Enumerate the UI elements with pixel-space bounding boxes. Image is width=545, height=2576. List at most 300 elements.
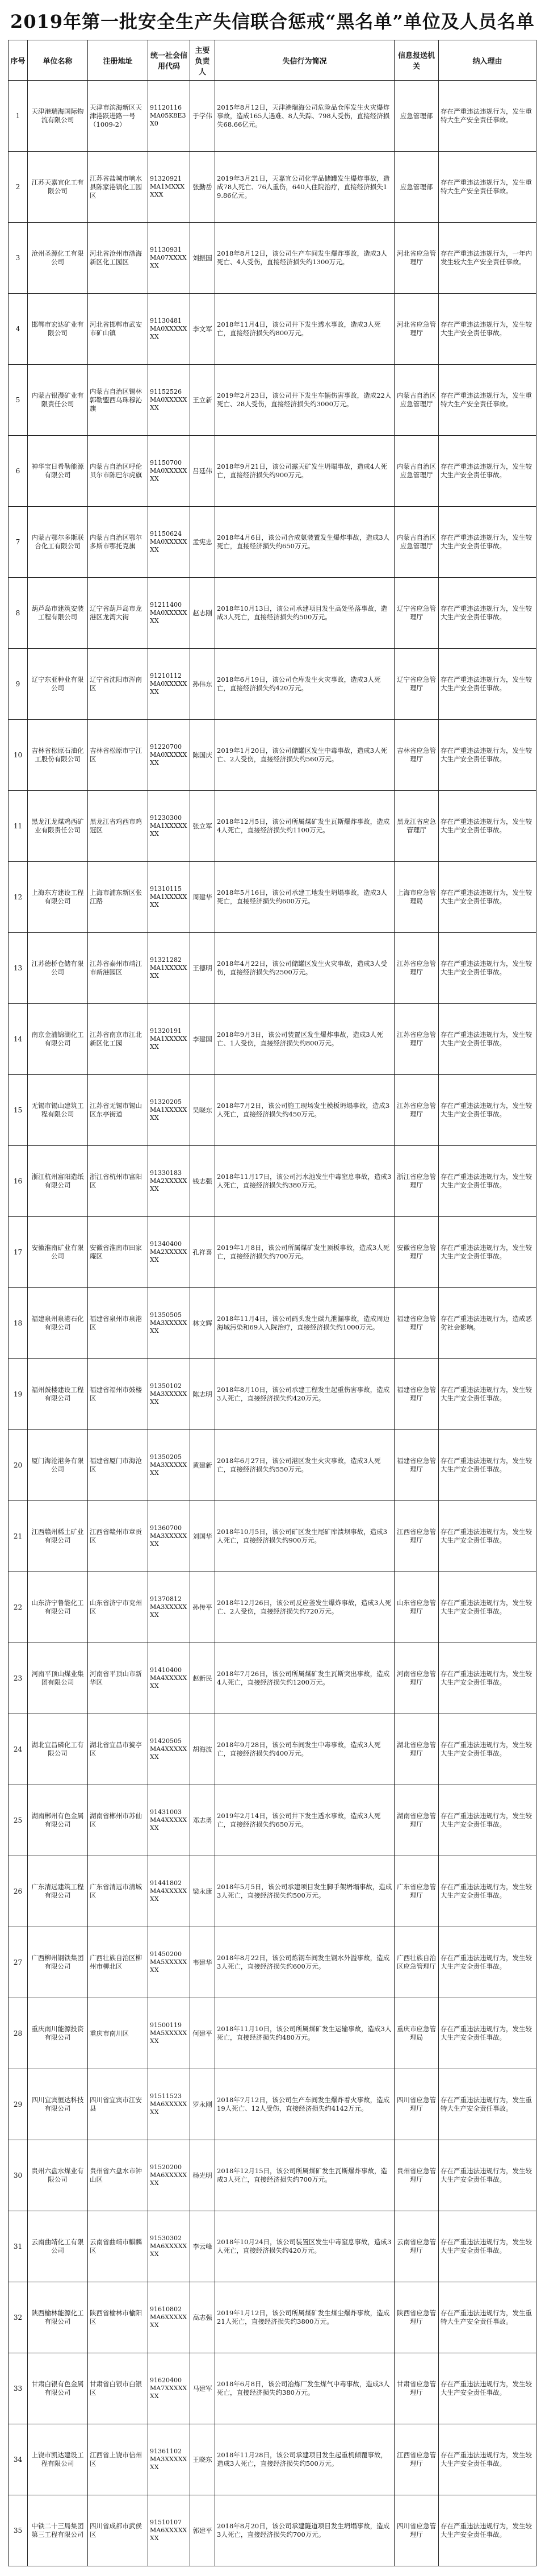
row-number-cell: 28 <box>9 1998 28 2069</box>
violation-summary-cell: 2019年2月23日，该公司井下发生车辆伤害事故，造成22人死亡、28人受伤，直接经济损失约3000万元。 <box>215 365 395 436</box>
row-number-cell: 16 <box>9 1146 28 1217</box>
registered-address-cell: 黑龙江省鸡西市鸡冠区 <box>88 791 148 862</box>
registered-address-cell: 福建省泉州市泉港区 <box>88 1288 148 1359</box>
row-number-cell: 15 <box>9 1075 28 1146</box>
unit-name-cell: 陕西榆林能源化工有限公司 <box>28 2282 88 2353</box>
unit-name-cell: 上海东方建设工程有限公司 <box>28 862 88 933</box>
violation-summary-cell: 2018年9月21日，该公司露天矿发生坍塌事故，造成4人死亡，直接经济损失约900万元。 <box>215 436 395 507</box>
registered-address-cell: 辽宁省沈阳市浑南区 <box>88 649 148 720</box>
principal-person-cell: 王晓东 <box>190 2424 215 2495</box>
row-number-cell: 17 <box>9 1217 28 1288</box>
violation-summary-cell: 2018年10月5日，该公司矿区发生尾矿库溃坝事故，造成3人死亡，直接经济损失约900万元。 <box>215 1501 395 1572</box>
row-number-cell: 33 <box>9 2353 28 2424</box>
table-row <box>9 1146 536 1217</box>
reporting-agency-cell: 江苏省应急管理厅 <box>395 933 439 1004</box>
principal-person-cell: 孔祥喜 <box>190 1217 215 1288</box>
row-number-cell: 13 <box>9 933 28 1004</box>
principal-person-cell: 孟宪忠 <box>190 507 215 578</box>
registered-address-cell: 广东省清远市清城区 <box>88 1856 148 1927</box>
row-number-cell: 7 <box>9 507 28 578</box>
unit-name-cell: 四川宜宾恒达科技有限公司 <box>28 2069 88 2140</box>
registered-address-cell: 天津市滨海新区天津港跃进路一号（1009-2） <box>88 81 148 152</box>
violation-summary-cell: 2018年12月26日，该公司反应釜发生爆炸事故，造成3人死亡、2人受伤，直接经济损失约720万元。 <box>215 1572 395 1643</box>
listing-reason-cell: 存在严重违法违规行为，发生较大生产安全责任事故。 <box>439 1856 536 1927</box>
violation-summary-cell: 2018年11月4日，该公司井下发生透水事故，造成3人死亡，直接经济损失约800万元。 <box>215 294 395 365</box>
principal-person-cell: 郭建平 <box>190 2495 215 2566</box>
row-number-cell: 25 <box>9 1785 28 1856</box>
credit-code-cell: 91220700MA0XXXXXXX <box>148 720 190 791</box>
reporting-agency-cell: 江苏省应急管理厅 <box>395 1004 439 1075</box>
principal-person-cell: 张立军 <box>190 791 215 862</box>
table-row <box>9 1785 536 1856</box>
registered-address-cell: 湖南省郴州市苏仙区 <box>88 1785 148 1856</box>
unit-name-cell: 河南平顶山煤业集团有限公司 <box>28 1643 88 1714</box>
unit-name-cell: 内蒙古银漫矿业有限责任公司 <box>28 365 88 436</box>
header-cell: 注册地址 <box>88 40 148 81</box>
reporting-agency-cell: 福建省应急管理厅 <box>395 1359 439 1430</box>
unit-name-cell: 江西赣州稀土矿业有限公司 <box>28 1501 88 1572</box>
reporting-agency-cell: 广西壮族自治区应急管理厅 <box>395 1927 439 1998</box>
row-number-cell: 27 <box>9 1927 28 1998</box>
row-number-cell: 9 <box>9 649 28 720</box>
principal-person-cell: 孙伟东 <box>190 649 215 720</box>
listing-reason-cell: 存在严重违法违规行为，发生较大生产安全责任事故。 <box>439 720 536 791</box>
violation-summary-cell: 2018年5月5日，该公司承建项目发生脚手架坍塌事故，造成3人死亡，直接经济损失约500万元。 <box>215 1856 395 1927</box>
table-row <box>9 2211 536 2282</box>
listing-reason-cell: 存在严重违法违规行为，发生重特大生产安全责任事故。 <box>439 81 536 152</box>
reporting-agency-cell: 福建省应急管理厅 <box>395 1288 439 1359</box>
violation-summary-cell: 2019年3月21日，天嘉宜公司化学品储罐发生爆炸事故，造成78人死亡、76人重伤，640人住院治疗，直接经济损失19.86亿元。 <box>215 152 395 223</box>
table-row <box>9 933 536 1004</box>
principal-person-cell: 于学伟 <box>190 81 215 152</box>
listing-reason-cell: 存在严重违法违规行为，发生较大生产安全责任事故。 <box>439 1643 536 1714</box>
unit-name-cell: 湖北宜昌磷化工有限公司 <box>28 1714 88 1785</box>
principal-person-cell: 高志强 <box>190 2282 215 2353</box>
principal-person-cell: 王德明 <box>190 933 215 1004</box>
principal-person-cell: 胡海波 <box>190 1714 215 1785</box>
violation-summary-cell: 2018年9月28日，该公司车间发生中毒事故，造成3人死亡，直接经济损失约400万元。 <box>215 1714 395 1785</box>
reporting-agency-cell: 贵州省应急管理厅 <box>395 2140 439 2211</box>
listing-reason-cell: 存在严重违法违规行为，发生较大生产安全责任事故。 <box>439 2353 536 2424</box>
credit-code-cell: 91340400MA2XXXXXXX <box>148 1217 190 1288</box>
credit-code-cell: 91520200MA6XXXXXXX <box>148 2140 190 2211</box>
principal-person-cell: 赵志刚 <box>190 578 215 649</box>
registered-address-cell: 江西省上饶市信州区 <box>88 2424 148 2495</box>
reporting-agency-cell: 重庆市应急管理局 <box>395 1998 439 2069</box>
credit-code-cell: 91450200MA5XXXXXXX <box>148 1927 190 1998</box>
reporting-agency-cell: 江西省应急管理厅 <box>395 2424 439 2495</box>
credit-code-cell: 91360700MA3XXXXXXX <box>148 1501 190 1572</box>
unit-name-cell: 甘肃白银有色金属有限公司 <box>28 2353 88 2424</box>
unit-name-cell: 邯郸市宏达矿业有限公司 <box>28 294 88 365</box>
registered-address-cell: 河北省邯郸市武安市矿山镇 <box>88 294 148 365</box>
row-number-cell: 11 <box>9 791 28 862</box>
credit-code-cell: 91130931MA07XXXXXX <box>148 223 190 294</box>
violation-summary-cell: 2018年11月10日，该公司所属煤矿发生运输事故，造成3人死亡，直接经济损失约480万元。 <box>215 1998 395 2069</box>
credit-code-cell: 91211400MA0XXXXXXX <box>148 578 190 649</box>
table-row <box>9 1714 536 1785</box>
listing-reason-cell: 存在严重违法违规行为，发生较大生产安全责任事故。 <box>439 578 536 649</box>
unit-name-cell: 厦门海沧港务有限公司 <box>28 1430 88 1501</box>
listing-reason-cell: 存在严重违法违规行为，发生较大生产安全责任事故。 <box>439 1572 536 1643</box>
registered-address-cell: 江苏省无锡市锡山区东亭街道 <box>88 1075 148 1146</box>
violation-summary-cell: 2018年6月19日，该公司仓库发生火灾事故，造成3人死亡，直接经济损失约420万元。 <box>215 649 395 720</box>
listing-reason-cell: 存在严重违法违规行为，发生较大生产安全责任事故。 <box>439 1217 536 1288</box>
principal-person-cell: 邓志勇 <box>190 1785 215 1856</box>
unit-name-cell: 辽宁东亚种业有限公司 <box>28 649 88 720</box>
principal-person-cell: 王立新 <box>190 365 215 436</box>
listing-reason-cell: 存在严重违法违规行为，一年内发生较大生产安全责任事故。 <box>439 223 536 294</box>
listing-reason-cell: 存在严重违法违规行为，发生较大生产安全责任事故。 <box>439 1146 536 1217</box>
unit-name-cell: 吉林省松原石油化工股份有限公司 <box>28 720 88 791</box>
row-number-cell: 5 <box>9 365 28 436</box>
registered-address-cell: 内蒙古自治区鄂尔多斯市鄂托克旗 <box>88 507 148 578</box>
violation-summary-cell: 2018年10月24日，该公司装置区发生中毒窒息事故，造成3人死亡，直接经济损失约420万元。 <box>215 2211 395 2282</box>
listing-reason-cell: 存在严重违法违规行为，发生较大生产安全责任事故。 <box>439 933 536 1004</box>
violation-summary-cell: 2018年7月2日，该公司施工现场发生模板坍塌事故，造成3人死亡，直接经济损失约450万元。 <box>215 1075 395 1146</box>
credit-code-cell: 91150624MA0XXXXXXX <box>148 507 190 578</box>
table-row <box>9 365 536 436</box>
table-row <box>9 1572 536 1643</box>
reporting-agency-cell: 内蒙古自治区应急管理厅 <box>395 365 439 436</box>
reporting-agency-cell: 云南省应急管理厅 <box>395 2211 439 2282</box>
violation-summary-cell: 2018年8月10日，该公司承建工程发生起重伤害事故，造成3人死亡，直接经济损失约420万元。 <box>215 1359 395 1430</box>
table-row <box>9 1856 536 1927</box>
credit-code-cell: 91441802MA4XXXXXXX <box>148 1856 190 1927</box>
table-row <box>9 152 536 223</box>
table-row <box>9 1075 536 1146</box>
row-number-cell: 4 <box>9 294 28 365</box>
table-row <box>9 223 536 294</box>
unit-name-cell: 沧州圣源化工有限公司 <box>28 223 88 294</box>
unit-name-cell: 内蒙古鄂尔多斯联合化工有限公司 <box>28 507 88 578</box>
listing-reason-cell: 存在严重违法违规行为，发生较大生产安全责任事故。 <box>439 2211 536 2282</box>
principal-person-cell: 杨光明 <box>190 2140 215 2211</box>
table-row <box>9 1927 536 1998</box>
principal-person-cell: 梁永康 <box>190 1856 215 1927</box>
principal-person-cell: 刘振国 <box>190 223 215 294</box>
violation-summary-cell: 2018年6月8日，该公司冶炼厂发生煤气中毒事故，造成3人死亡，直接经济损失约380万元。 <box>215 2353 395 2424</box>
violation-summary-cell: 2019年1月8日，该公司所属煤矿发生顶板事故，造成3人死亡，直接经济损失约700万元。 <box>215 1217 395 1288</box>
unit-name-cell: 神华宝日希勒能源有限公司 <box>28 436 88 507</box>
listing-reason-cell: 存在严重违法违规行为，发生较大生产安全责任事故。 <box>439 1359 536 1430</box>
table-row <box>9 862 536 933</box>
reporting-agency-cell: 河南省应急管理厅 <box>395 1643 439 1714</box>
credit-code-cell: 91120116MA05K8E3X0 <box>148 81 190 152</box>
header-cell: 统一社会信用代码 <box>148 40 190 81</box>
registered-address-cell: 上海市浦东新区张江路 <box>88 862 148 933</box>
row-number-cell: 35 <box>9 2495 28 2566</box>
table-row <box>9 2495 536 2566</box>
table-body <box>9 81 536 2566</box>
unit-name-cell: 葫芦岛市建筑安装工程有限公司 <box>28 578 88 649</box>
violation-summary-cell: 2018年5月16日，该公司承建工地发生坍塌事故，造成3人死亡，直接经济损失约600万元。 <box>215 862 395 933</box>
credit-code-cell: 91420505MA4XXXXXXX <box>148 1714 190 1785</box>
principal-person-cell: 黄建新 <box>190 1430 215 1501</box>
unit-name-cell: 天津港瑞海国际物流有限公司 <box>28 81 88 152</box>
credit-code-cell: 91610802MA6XXXXXXX <box>148 2282 190 2353</box>
reporting-agency-cell: 应急管理部 <box>395 81 439 152</box>
unit-name-cell: 湖南郴州有色金属有限公司 <box>28 1785 88 1856</box>
table-row <box>9 436 536 507</box>
principal-person-cell: 陈志明 <box>190 1359 215 1430</box>
principal-person-cell: 刘国华 <box>190 1501 215 1572</box>
reporting-agency-cell: 河北省应急管理厅 <box>395 223 439 294</box>
unit-name-cell: 福建泉州泉港石化有限公司 <box>28 1288 88 1359</box>
reporting-agency-cell: 内蒙古自治区应急管理厅 <box>395 436 439 507</box>
table-row <box>9 81 536 152</box>
principal-person-cell: 孙传平 <box>190 1572 215 1643</box>
registered-address-cell: 河南省平顶山市新华区 <box>88 1643 148 1714</box>
unit-name-cell: 广西柳州钢铁集团有限公司 <box>28 1927 88 1998</box>
credit-code-cell: 91431003MA4XXXXXXX <box>148 1785 190 1856</box>
row-number-cell: 31 <box>9 2211 28 2282</box>
listing-reason-cell: 存在严重违法违规行为，发生较大生产安全责任事故。 <box>439 1004 536 1075</box>
row-number-cell: 10 <box>9 720 28 791</box>
violation-summary-cell: 2018年4月22日，该公司储罐区发生火灾事故，造成3人受伤，直接经济损失约2500万元。 <box>215 933 395 1004</box>
credit-code-cell: 91320191MA1XXXXXXX <box>148 1004 190 1075</box>
table-header-row <box>9 40 536 81</box>
registered-address-cell: 河北省沧州市渤海新区化工园区 <box>88 223 148 294</box>
reporting-agency-cell: 福建省应急管理厅 <box>395 1430 439 1501</box>
registered-address-cell: 安徽省淮南市田家庵区 <box>88 1217 148 1288</box>
row-number-cell: 34 <box>9 2424 28 2495</box>
violation-summary-cell: 2018年8月22日，该公司炼钢车间发生钢水外溢事故，造成3人死亡，直接经济损失约600万元。 <box>215 1927 395 1998</box>
reporting-agency-cell: 湖南省应急管理厅 <box>395 1785 439 1856</box>
unit-name-cell: 江苏天嘉宜化工有限公司 <box>28 152 88 223</box>
table-row <box>9 578 536 649</box>
table-row <box>9 507 536 578</box>
listing-reason-cell: 存在严重违法违规行为，发生较大生产安全责任事故。 <box>439 436 536 507</box>
row-number-cell: 8 <box>9 578 28 649</box>
listing-reason-cell: 存在严重违法违规行为，发生较大生产安全责任事故。 <box>439 862 536 933</box>
table-row <box>9 294 536 365</box>
registered-address-cell: 吉林省松原市宁江区 <box>88 720 148 791</box>
row-number-cell: 22 <box>9 1572 28 1643</box>
credit-code-cell: 91511523MA6XXXXXXX <box>148 2069 190 2140</box>
reporting-agency-cell: 江西省应急管理厅 <box>395 1501 439 1572</box>
principal-person-cell: 钱志强 <box>190 1146 215 1217</box>
table-row <box>9 1998 536 2069</box>
listing-reason-cell: 存在严重违法违规行为，发生较大生产安全责任事故。 <box>439 1785 536 1856</box>
registered-address-cell: 江苏省泰州市靖江市新港园区 <box>88 933 148 1004</box>
registered-address-cell: 广西壮族自治区柳州市柳北区 <box>88 1927 148 1998</box>
header-cell: 单位名称 <box>28 40 88 81</box>
reporting-agency-cell: 陕西省应急管理厅 <box>395 2282 439 2353</box>
registered-address-cell: 浙江省杭州市富阳区 <box>88 1146 148 1217</box>
principal-person-cell: 周建华 <box>190 862 215 933</box>
row-number-cell: 3 <box>9 223 28 294</box>
credit-code-cell: 91320921MA1MXXXXXX <box>148 152 190 223</box>
credit-code-cell: 91230300MA1XXXXXXX <box>148 791 190 862</box>
table-row <box>9 2140 536 2211</box>
registered-address-cell: 江苏省南京市江北新区化工园 <box>88 1004 148 1075</box>
listing-reason-cell: 存在严重违法违规行为，发生较大生产安全责任事故。 <box>439 1998 536 2069</box>
violation-summary-cell: 2018年11月28日，该公司承建项目发生起重机倾覆事故，造成3人死亡，直接经济损失约500万元。 <box>215 2424 395 2495</box>
table-row <box>9 791 536 862</box>
registered-address-cell: 江西省赣州市章贡区 <box>88 1501 148 1572</box>
violation-summary-cell: 2019年2月14日，该公司井下发生透水事故，造成3人死亡，直接经济损失约650万元。 <box>215 1785 395 1856</box>
violation-summary-cell: 2018年12月15日，该公司所属煤矿发生瓦斯爆炸事故，造成3人死亡，直接经济损失约700万元。 <box>215 2140 395 2211</box>
unit-name-cell: 广东清远建筑工程有限公司 <box>28 1856 88 1927</box>
unit-name-cell: 无锡市锡山建筑工程有限公司 <box>28 1075 88 1146</box>
violation-summary-cell: 2015年8月12日，天津港瑞海公司危险品仓库发生火灾爆炸事故，造成165人遇难、8人失踪、798人受伤，直接经济损失68.66亿元。 <box>215 81 395 152</box>
unit-name-cell: 贵州六盘水煤业有限公司 <box>28 2140 88 2211</box>
registered-address-cell: 贵州省六盘水市钟山区 <box>88 2140 148 2211</box>
violation-summary-cell: 2018年8月20日，该公司承建隧道项目发生坍塌事故，造成3人死亡，直接经济损失约700万元。 <box>215 2495 395 2566</box>
row-number-cell: 2 <box>9 152 28 223</box>
reporting-agency-cell: 河北省应急管理厅 <box>395 294 439 365</box>
listing-reason-cell: 存在严重违法违规行为，发生重特大生产安全责任事故。 <box>439 2069 536 2140</box>
registered-address-cell: 湖北省宜昌市猇亭区 <box>88 1714 148 1785</box>
row-number-cell: 24 <box>9 1714 28 1785</box>
principal-person-cell: 吕廷伟 <box>190 436 215 507</box>
credit-code-cell: 91620400MA7XXXXXXX <box>148 2353 190 2424</box>
violation-summary-cell: 2019年1月20日，该公司储罐区发生中毒事故，造成3人死亡、2人受伤，直接经济损失约560万元。 <box>215 720 395 791</box>
row-number-cell: 12 <box>9 862 28 933</box>
table-row <box>9 1288 536 1359</box>
listing-reason-cell: 存在严重违法违规行为，发生较大生产安全责任事故。 <box>439 2495 536 2566</box>
unit-name-cell: 上饶市凯达建设工程有限公司 <box>28 2424 88 2495</box>
table-row <box>9 1359 536 1430</box>
header-cell: 纳入理由 <box>439 40 536 81</box>
table-row <box>9 2069 536 2140</box>
table-row <box>9 2424 536 2495</box>
row-number-cell: 1 <box>9 81 28 152</box>
listing-reason-cell: 存在严重违法违规行为，发生较大生产安全责任事故。 <box>439 2140 536 2211</box>
table-row <box>9 649 536 720</box>
row-number-cell: 6 <box>9 436 28 507</box>
reporting-agency-cell: 广东省应急管理厅 <box>395 1856 439 1927</box>
row-number-cell: 19 <box>9 1359 28 1430</box>
violation-summary-cell: 2018年11月4日，该公司码头发生碳九泄漏事故，造成周边海域污染和69人入院治疗，直接经济损失约1000万元。 <box>215 1288 395 1359</box>
unit-name-cell: 山东济宁鲁能化工有限公司 <box>28 1572 88 1643</box>
listing-reason-cell: 存在严重违法违规行为，发生较大生产安全责任事故。 <box>439 1927 536 1998</box>
table-row <box>9 1004 536 1075</box>
registered-address-cell: 陕西省榆林市榆阳区 <box>88 2282 148 2353</box>
principal-person-cell: 李文军 <box>190 294 215 365</box>
credit-code-cell: 91152526MA0XXXXXXX <box>148 365 190 436</box>
header-cell: 失信行为简况 <box>215 40 395 81</box>
unit-name-cell: 安徽淮南矿业有限公司 <box>28 1217 88 1288</box>
violation-summary-cell: 2018年4月6日，该公司合成氨装置发生爆炸事故，造成3人死亡，直接经济损失约650万元。 <box>215 507 395 578</box>
credit-code-cell: 91150700MA0XXXXXXX <box>148 436 190 507</box>
credit-code-cell: 91350205MA3XXXXXXX <box>148 1430 190 1501</box>
principal-person-cell: 马建军 <box>190 2353 215 2424</box>
row-number-cell: 20 <box>9 1430 28 1501</box>
unit-name-cell: 福州鼓楼建设工程有限公司 <box>28 1359 88 1430</box>
credit-code-cell: 91310115MA1XXXXXXX <box>148 862 190 933</box>
violation-summary-cell: 2018年11月17日，该公司污水池发生中毒窒息事故，造成3人死亡，直接经济损失约380万元。 <box>215 1146 395 1217</box>
credit-code-cell: 91321282MA1XXXXXXX <box>148 933 190 1004</box>
registered-address-cell: 重庆市南川区 <box>88 1998 148 2069</box>
registered-address-cell: 甘肃省白银市白银区 <box>88 2353 148 2424</box>
violation-summary-cell: 2018年10月13日，该公司承建项目发生高处坠落事故，造成3人死亡，直接经济损失约500万元。 <box>215 578 395 649</box>
violation-summary-cell: 2018年7月12日，该公司生产车间发生爆炸着火事故，造成19人死亡、12人受伤，直接经济损失约4142万元。 <box>215 2069 395 2140</box>
principal-person-cell: 林文辉 <box>190 1288 215 1359</box>
document-title: 2019年第一批安全生产失信联合惩戒“黑名单”单位及人员名单 <box>10 11 535 32</box>
credit-code-cell: 91530302MA6XXXXXXX <box>148 2211 190 2282</box>
principal-person-cell: 罗永刚 <box>190 2069 215 2140</box>
reporting-agency-cell: 辽宁省应急管理厅 <box>395 649 439 720</box>
row-number-cell: 14 <box>9 1004 28 1075</box>
reporting-agency-cell: 吉林省应急管理厅 <box>395 720 439 791</box>
listing-reason-cell: 存在严重违法违规行为，发生较大生产安全责任事故。 <box>439 507 536 578</box>
registered-address-cell: 四川省成都市武侯区 <box>88 2495 148 2566</box>
credit-code-cell: 91210112MA0XXXXXXX <box>148 649 190 720</box>
credit-code-cell: 91510107MA6XXXXXXX <box>148 2495 190 2566</box>
header-cell: 主要负责人 <box>190 40 215 81</box>
reporting-agency-cell: 四川省应急管理厅 <box>395 2495 439 2566</box>
table-row <box>9 1643 536 1714</box>
registered-address-cell: 辽宁省葫芦岛市龙港区龙湾大街 <box>88 578 148 649</box>
listing-reason-cell: 存在严重违法违规行为，发生重特大生产安全责任事故。 <box>439 365 536 436</box>
header-cell: 信息报送机关 <box>395 40 439 81</box>
credit-code-cell: 91320205MA1XXXXXXX <box>148 1075 190 1146</box>
table-row <box>9 2353 536 2424</box>
registered-address-cell: 内蒙古自治区呼伦贝尔市陈巴尔虎旗 <box>88 436 148 507</box>
table-row <box>9 1430 536 1501</box>
reporting-agency-cell: 湖北省应急管理厅 <box>395 1714 439 1785</box>
unit-name-cell: 南京金浦锦湖化工有限公司 <box>28 1004 88 1075</box>
row-number-cell: 32 <box>9 2282 28 2353</box>
table-row <box>9 720 536 791</box>
principal-person-cell: 吴晓东 <box>190 1075 215 1146</box>
listing-reason-cell: 存在严重违法违规行为，发生较大生产安全责任事故。 <box>439 791 536 862</box>
blacklist-table <box>8 40 536 2566</box>
credit-code-cell: 91370812MA3XXXXXXX <box>148 1572 190 1643</box>
principal-person-cell: 何建平 <box>190 1998 215 2069</box>
table-row <box>9 2282 536 2353</box>
reporting-agency-cell: 黑龙江省应急管理厅 <box>395 791 439 862</box>
reporting-agency-cell: 甘肃省应急管理厅 <box>395 2353 439 2424</box>
principal-person-cell: 李云峰 <box>190 2211 215 2282</box>
registered-address-cell: 云南省曲靖市麒麟区 <box>88 2211 148 2282</box>
credit-code-cell: 91361102MA3XXXXXXX <box>148 2424 190 2495</box>
listing-reason-cell: 存在严重违法违规行为，发生较大生产安全责任事故。 <box>439 1075 536 1146</box>
listing-reason-cell: 存在严重违法违规行为，发生较大生产安全责任事故。 <box>439 2424 536 2495</box>
header-cell: 序号 <box>9 40 28 81</box>
unit-name-cell: 中铁二十三局集团第三工程有限公司 <box>28 2495 88 2566</box>
unit-name-cell: 江苏德桥仓储有限公司 <box>28 933 88 1004</box>
table-row <box>9 1217 536 1288</box>
registered-address-cell: 福建省厦门市海沧区 <box>88 1430 148 1501</box>
unit-name-cell: 云南曲靖化工有限公司 <box>28 2211 88 2282</box>
table-row <box>9 1501 536 1572</box>
row-number-cell: 30 <box>9 2140 28 2211</box>
reporting-agency-cell: 浙江省应急管理厅 <box>395 1146 439 1217</box>
principal-person-cell: 张勤岳 <box>190 152 215 223</box>
unit-name-cell: 浙江杭州富阳造纸有限公司 <box>28 1146 88 1217</box>
violation-summary-cell: 2018年9月3日，该公司装置区发生爆炸事故，造成3人死亡、1人受伤，直接经济损失约800万元。 <box>215 1004 395 1075</box>
registered-address-cell: 江苏省盐城市响水县陈家港镇化工园区 <box>88 152 148 223</box>
registered-address-cell: 福建省福州市鼓楼区 <box>88 1359 148 1430</box>
registered-address-cell: 四川省宜宾市江安县 <box>88 2069 148 2140</box>
row-number-cell: 23 <box>9 1643 28 1714</box>
listing-reason-cell: 存在严重违法违规行为，造成恶劣社会影响。 <box>439 1288 536 1359</box>
unit-name-cell: 黑龙江龙煤鸡西矿业有限责任公司 <box>28 791 88 862</box>
credit-code-cell: 91330183MA2XXXXXXX <box>148 1146 190 1217</box>
listing-reason-cell: 存在严重违法违规行为，发生较大生产安全责任事故。 <box>439 1430 536 1501</box>
violation-summary-cell: 2018年7月26日，该公司所属煤矿发生瓦斯突出事故，造成4人死亡，直接经济损失约1200万元。 <box>215 1643 395 1714</box>
listing-reason-cell: 存在严重违法违规行为，发生重特大生产安全责任事故。 <box>439 152 536 223</box>
reporting-agency-cell: 内蒙古自治区应急管理厅 <box>395 507 439 578</box>
row-number-cell: 26 <box>9 1856 28 1927</box>
violation-summary-cell: 2018年12月5日，该公司所属煤矿发生瓦斯爆炸事故，造成4人死亡，直接经济损失约1100万元。 <box>215 791 395 862</box>
listing-reason-cell: 存在严重违法违规行为，发生较大生产安全责任事故。 <box>439 649 536 720</box>
registered-address-cell: 内蒙古自治区锡林郭勒盟西乌珠穆沁旗 <box>88 365 148 436</box>
row-number-cell: 29 <box>9 2069 28 2140</box>
